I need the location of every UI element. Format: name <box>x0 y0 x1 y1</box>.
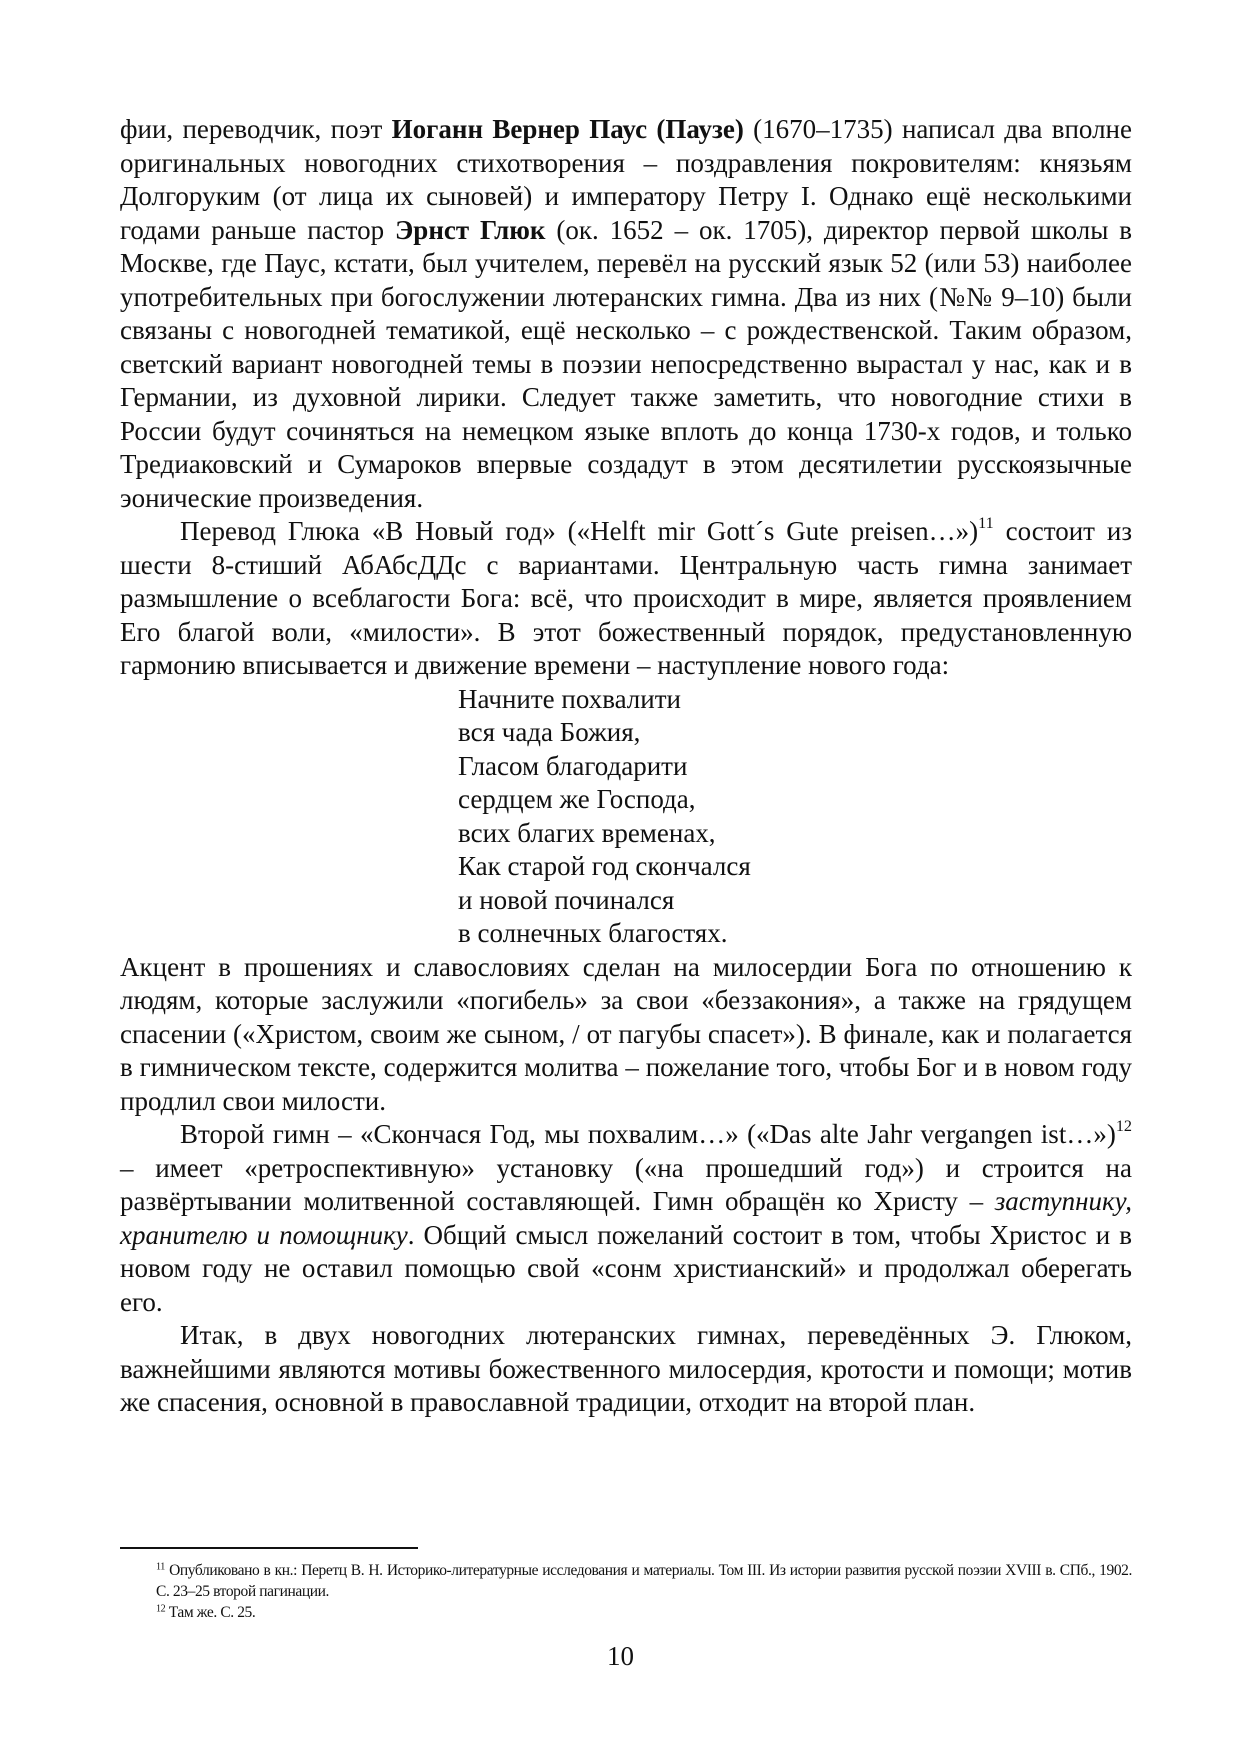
verse-line: сердцем же Господа, <box>458 784 696 814</box>
footnote-divider <box>120 1547 418 1549</box>
main-text <box>120 113 1132 1420</box>
author-name-paus: Иоганн Вернер Паус (Паузе) <box>391 114 744 144</box>
footnote-number: 12 <box>156 1603 166 1615</box>
verse-quote <box>120 683 1132 951</box>
footnote-12: $^{12}$ Там же. С. 25. <box>156 1603 256 1621</box>
paragraph-5: Итак, в двух новогодних лютеранских гимнах, переведённых Э. Глюком, важнейшими являются мотивы божественного милосердия, кротости и помощи; мотив же спасения, основной в православной традиции, отходит на второй план. <box>120 1320 1132 1417</box>
footnotes <box>120 1560 1132 1623</box>
verse-line: всих благих временах, <box>458 817 716 848</box>
footnote-ref-12: 12 <box>1115 1116 1132 1135</box>
page-number: 10 <box>607 1641 634 1671</box>
paragraph-3: Акцент в прошениях и славословиях сделан на милосердии Бога по отношению к людям, которые заслужили «погибель» за свои «беззакония», а также на грядущем спасении («Христом, своим же сыном, / от пагубы спасет»). В финале, как и полагается в гимническом тексте, содержится молитва – пожелание того, чтобы Бог и в новом году продлил свои милости. <box>120 951 1132 1116</box>
verse-line: Начните похвалити <box>458 683 681 714</box>
footnote-11: $^{11}$ Опубликовано в кн.: Перетц В. Н. Историко-литературные исследования и материалы. Том III. Из истории развития русской поэзии XVIII в. СПб., 1902. С. 23–25 второй пагинации. <box>156 1561 1132 1600</box>
verse-line: Как старой год скончался <box>458 851 751 881</box>
verse-line: вся чада Божия, <box>458 717 641 747</box>
paragraph-4: Второй гимн – «Скончася Год, мы похвалим…» («Das alte Jahr vergangen ist…»)$^{12}$ – имеет «ретроспективную» установку («на прошедший год») и строится на развёртывании молитвенной составляющей. Гимн обращён ко Христу – заступнику, хранителю и помощнику. Общий смысл пожеланий состоит в том, чтобы Христос и в новом году не оставил помощью свой «сонм христианский» и продолжал оберегать его. <box>120 1116 1133 1317</box>
author-name-gluck: Эрнст Глюк <box>394 214 546 245</box>
footnote-number: 11 <box>156 1561 165 1573</box>
paragraph-2: Перевод Глюка «В Новый год» («Helft mir Gott´s Gute preisen…»)$^{11}$ состоит из шести 8-стиший АбАбсДДс с вариантами. Центральную часть гимна занимает размышление о всеблагости Бога: всё, что происходит в мире, является проявлением Его благой воли, «милости». В этот божественный порядок, предустановленную гармонию вписывается и движение времени – наступление нового года: <box>120 513 1132 680</box>
verse-line: в солнечных благостях. <box>458 918 728 948</box>
verse-line: Гласом благодарити <box>458 750 688 781</box>
verse-line: и новой починался <box>458 884 675 915</box>
footnote-ref-11: 11 <box>978 513 994 532</box>
paragraph-1: фии, переводчик, поэт Иоганн Вернер Паус (Паузе) (1670–1735) написал два вполне оригинальных новогодних стихотворения – поздравления покровителям: князьям Долгоруким (от лица их сыновей) и императору Петру I. Однако ещё несколькими годами раньше пастор Эрнст Глюк (ок. 1652 – ок. 1705), директор первой школы в Москве, где Паус, кстати, был учителем, перевёл на русский язык 52 (или 53) наиболее употребительных при богослужении лютеранских гимна. Два из них (№№ 9–10) были связаны с новогодней тематикой, ещё несколько – с рождественской. Таким образом, светский вариант новогодней темы в поэзии непосредственно вырастал у нас, как и в Германии, из духовной лирики. Следует также заметить, что новогодние стихи в России будут сочиняться на немецком языке вплоть до конца 1730-х годов, и только Тредиаковский и Сумароков впервые создадут в этом десятилетии русскоязычные эонические произведения. <box>120 114 1132 513</box>
emphasis-italic: заступнику, хранителю и помощнику <box>120 1186 1132 1250</box>
